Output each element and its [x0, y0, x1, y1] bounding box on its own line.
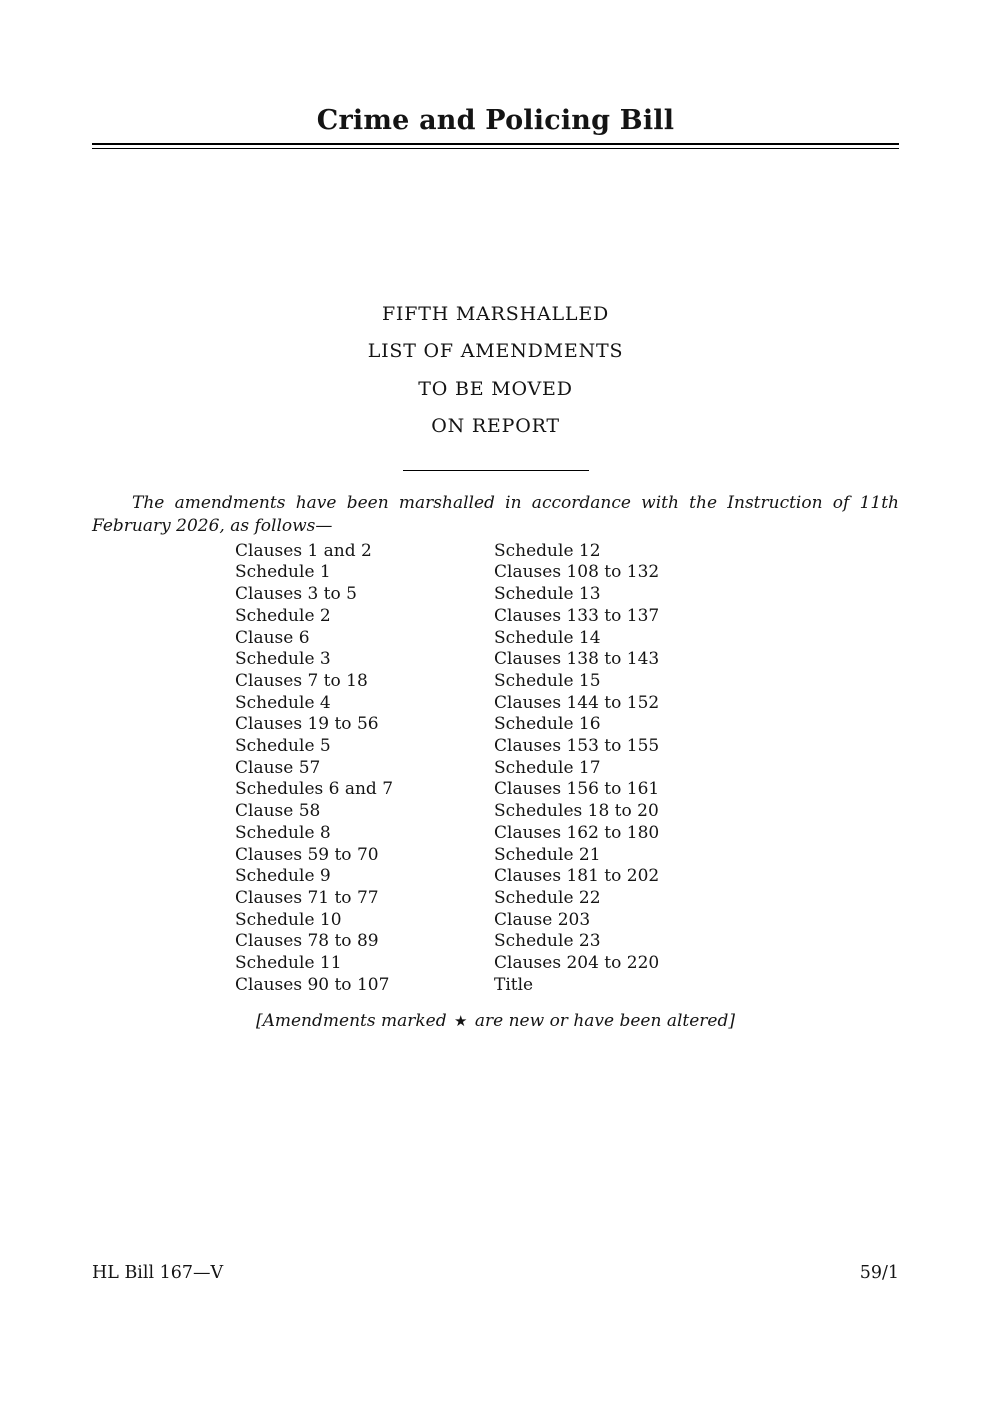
marshalling-list-item: Schedule 17: [494, 757, 601, 778]
marshalling-order-columns: [92, 541, 899, 997]
marshalling-list-item: Clauses 7 to 18: [235, 670, 368, 691]
marshalling-list-item: Clauses 71 to 77: [235, 888, 379, 908]
note-suffix: are new or have been altered]: [469, 1010, 736, 1031]
marshalling-instruction-paragraph: The amendments have been marshalled in accordance with the Instruction of 11th February 2026, as follows—: [92, 492, 899, 536]
marshalling-list-item: Clauses 153 to 155: [494, 736, 660, 757]
heading-line-2: LIST OF AMENDMENTS: [367, 340, 624, 363]
amendments-star-note: [92, 1010, 899, 1032]
marshalling-list-item: Schedules 18 to 20: [494, 801, 659, 822]
page-footer: [92, 1262, 899, 1285]
bill-number: HL Bill 167—V: [92, 1263, 224, 1283]
marshalling-list-item: Schedule 16: [494, 714, 601, 735]
marshalling-list-item: Schedule 1: [235, 562, 331, 583]
marshalling-list-item: Clauses 138 to 143: [494, 649, 660, 670]
marshalling-list-item: Schedule 12: [494, 540, 601, 561]
marshalling-list-item: Schedule 4: [235, 692, 331, 713]
marshalling-list-item: Schedule 22: [494, 888, 601, 908]
marshalling-list-item: Schedule 15: [494, 670, 601, 691]
marshalling-column-left: [235, 541, 494, 997]
marshalling-list-item: Clause 203: [494, 909, 591, 930]
heading-line-4: ON REPORT: [431, 415, 560, 438]
marshalled-list-headings: [92, 296, 899, 446]
marshalling-list-item: Clauses 78 to 89: [235, 931, 379, 952]
section-divider-rule: [403, 470, 589, 471]
marshalling-list-item: Clauses 181 to 202: [494, 866, 660, 887]
marshalling-list-item: Clauses 59 to 70: [235, 844, 379, 865]
marshalling-list-item: Clauses 1 and 2: [235, 540, 372, 561]
page-title: Crime and Policing Bill: [316, 105, 675, 136]
heading-line-1: FIFTH MARSHALLED: [381, 302, 610, 325]
marshalling-list-item: Schedule 21: [494, 844, 601, 865]
marshalling-list-item: Clauses 156 to 161: [494, 779, 660, 800]
marshalling-list-item: Title: [494, 974, 534, 995]
marshalling-list-item: Schedule 3: [235, 649, 331, 670]
note-prefix: [Amendments marked: [255, 1010, 453, 1031]
marshalling-list-item: Schedule 9: [235, 866, 331, 887]
marshalling-list-item: Clauses 162 to 180: [494, 822, 660, 843]
marshalling-list-item: Clauses 204 to 220: [494, 953, 660, 974]
marshalling-list-item: Clauses 3 to 5: [235, 584, 357, 605]
marshalling-list-item: Clauses 144 to 152: [494, 692, 660, 713]
marshalling-list-item: Schedule 14: [494, 627, 601, 648]
marshalling-list-item: Schedule 2: [235, 605, 331, 626]
marshalling-list-item: Clause 57: [235, 757, 321, 778]
marshalling-list-item: Schedule 5: [235, 736, 331, 757]
marshalling-column-right: [494, 541, 899, 997]
marshalling-list-item: Schedule 10: [235, 909, 342, 930]
heading-line-3: TO BE MOVED: [418, 377, 573, 400]
title-double-rule: [92, 143, 899, 149]
marshalling-list-item: Clauses 133 to 137: [494, 605, 660, 626]
marshalling-list-item: Schedules 6 and 7: [235, 779, 394, 800]
marshalling-list-item: Clauses 90 to 107: [235, 974, 390, 995]
marshalling-list-item: Clauses 19 to 56: [235, 714, 379, 735]
marshalling-list-item: Clause 58: [235, 801, 321, 822]
page-reference: 59/1: [859, 1263, 899, 1283]
marshalling-list-item: Schedule 8: [235, 822, 331, 843]
marshalling-list-item: Clause 6: [235, 627, 310, 648]
marshalling-list-item: Schedule 13: [494, 584, 601, 605]
marshalling-list-item: Schedule 23: [494, 931, 601, 952]
marshalling-list-item: Clauses 108 to 132: [494, 562, 660, 583]
star-icon: ★: [454, 1011, 468, 1030]
marshalling-list-item: Schedule 11: [235, 953, 342, 974]
